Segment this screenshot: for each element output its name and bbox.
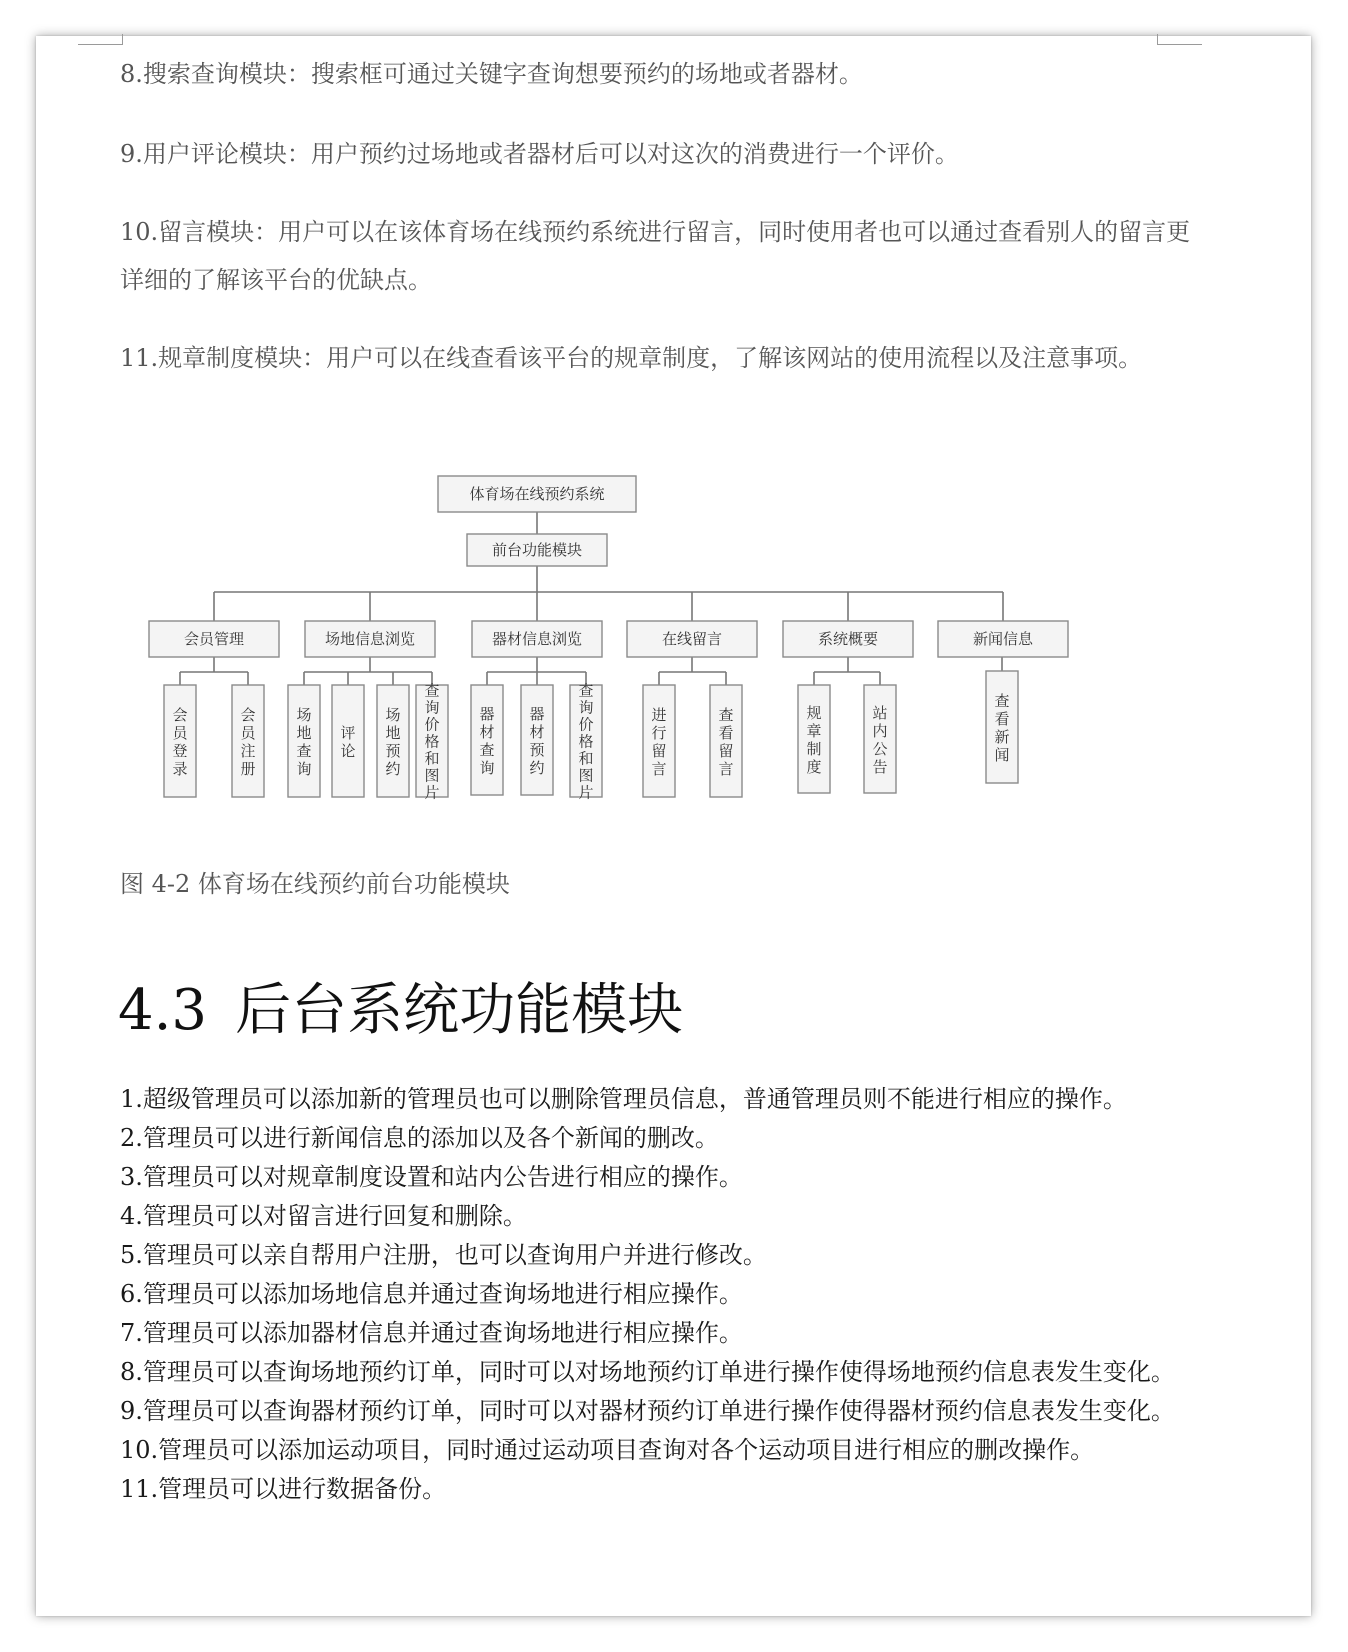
leaf-module-label: 会员注册 xyxy=(240,706,256,778)
paragraph-message-module: 10.留言模块：用户可以在该体育场在线预约系统进行留言，同时使用者也可以通过查看别人的留言更详细的了解该平台的优缺点。 xyxy=(120,218,1191,294)
leaf-module-label: 评论 xyxy=(340,724,356,760)
list-item: 11.管理员可以进行数据备份。 xyxy=(120,1475,447,1503)
section-number: 4.3 xyxy=(118,978,208,1043)
group-node-label: 系统概要 xyxy=(817,630,879,648)
section-heading xyxy=(118,976,683,1046)
list-item: 4.管理员可以对留言进行回复和删除。 xyxy=(120,1202,527,1230)
group-node-label: 器材信息浏览 xyxy=(491,630,583,648)
backend-feature-list xyxy=(120,1080,1210,1509)
list-item: 3.管理员可以对规章制度设置和站内公告进行相应的操作。 xyxy=(120,1163,743,1191)
leaf-module-label: 规章制度 xyxy=(806,704,822,776)
list-item: 8.管理员可以查询场地预约订单，同时可以对场地预约订单进行操作使得场地预约信息表发生变化。 xyxy=(120,1358,1175,1386)
list-item: 7.管理员可以添加器材信息并通过查询场地进行相应操作。 xyxy=(120,1319,743,1347)
document-page xyxy=(36,36,1311,1616)
group-node-label: 会员管理 xyxy=(183,630,245,648)
group-node-label: 场地信息浏览 xyxy=(324,630,416,648)
leaf-module-label: 站内公告 xyxy=(872,704,888,776)
leaf-module-label: 器材查询 xyxy=(479,705,495,777)
paragraph-rules-module: 11.规章制度模块：用户可以在线查看该平台的规章制度，了解该网站的使用流程以及注意事项。 xyxy=(120,344,1143,372)
list-item: 6.管理员可以添加场地信息并通过查询场地进行相应操作。 xyxy=(120,1280,743,1308)
leaf-module-label: 场地预约 xyxy=(385,706,401,778)
leaf-module-label: 查询价格和图片 xyxy=(578,681,594,802)
root-node-label: 体育场在线预约系统 xyxy=(469,485,605,503)
leaf-module-label: 会员登录 xyxy=(172,706,188,778)
list-item: 5.管理员可以亲自帮用户注册，也可以查询用户并进行修改。 xyxy=(120,1241,767,1269)
module-diagram xyxy=(36,36,1311,836)
list-item: 9.管理员可以查询器材预约订单，同时可以对器材预约订单进行操作使得器材预约信息表发生变化。 xyxy=(120,1397,1175,1425)
group-node-label: 在线留言 xyxy=(661,630,723,648)
group-node-label: 新闻信息 xyxy=(972,630,1034,648)
section-title: 后台系统功能模块 xyxy=(235,978,684,1043)
list-item: 2.管理员可以进行新闻信息的添加以及各个新闻的删改。 xyxy=(120,1124,719,1152)
module-node-label: 前台功能模块 xyxy=(491,541,583,559)
leaf-module-label: 查看留言 xyxy=(718,706,734,778)
paragraph-search-module: 8.搜索查询模块：搜索框可通过关键字查询想要预约的场地或者器材。 xyxy=(120,60,863,88)
leaf-module-label: 器材预约 xyxy=(529,705,545,777)
list-item: 10.管理员可以添加运动项目，同时通过运动项目查询对各个运动项目进行相应的删改操作。 xyxy=(120,1436,1095,1464)
leaf-module-label: 进行留言 xyxy=(651,706,667,778)
list-item: 1.超级管理员可以添加新的管理员也可以删除管理员信息，普通管理员则不能进行相应的操作。 xyxy=(120,1085,1127,1113)
paragraph-comment-module: 9.用户评论模块：用户预约过场地或者器材后可以对这次的消费进行一个评价。 xyxy=(120,140,959,168)
leaf-module-label: 查询价格和图片 xyxy=(424,681,440,802)
leaf-module-label: 查看新闻 xyxy=(994,692,1010,764)
leaf-module-label: 场地查询 xyxy=(296,706,312,778)
figure-caption: 图 4-2 体育场在线预约前台功能模块 xyxy=(120,870,510,898)
